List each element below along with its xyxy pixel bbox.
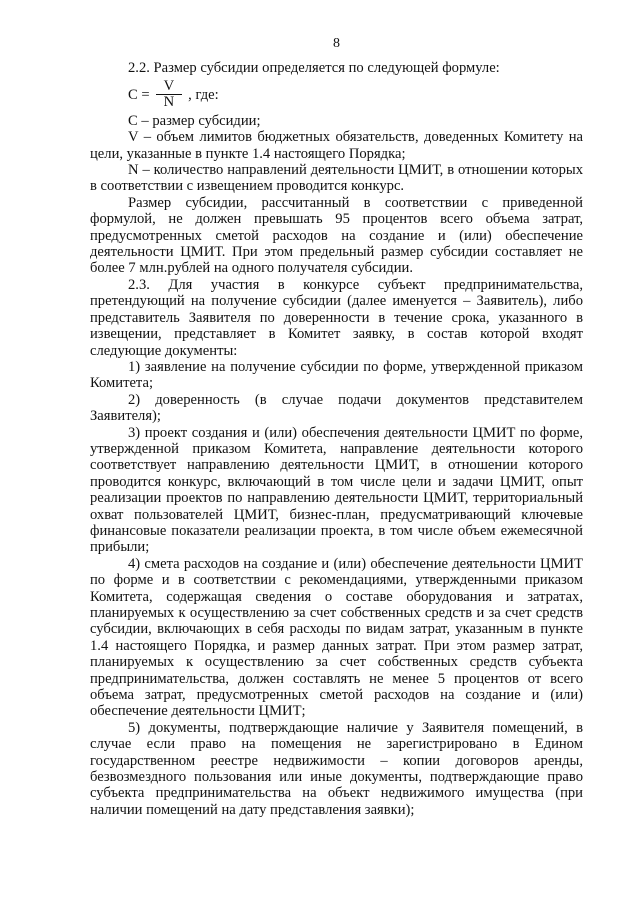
- list-item: 5) документы, подтверждающие наличие у Заявителя помещений, в случае если право на помещения не зарегистрировано в Едином государственном реестре недвижимости – копии договоров аренды, безвозмездного пользования или иные документы, подтверждающие право субъекта предпринимательства на объект недвижимого имущества (при наличии помещений на дату представления заявки);: [90, 719, 583, 818]
- subsidy-formula: [128, 77, 583, 113]
- section-2-2: 2.2. Размер субсидии определяется по следующей формуле:: [128, 60, 500, 77]
- formula-fraction: [156, 79, 183, 110]
- formula-suffix: , где:: [188, 86, 219, 103]
- page-number: 8: [333, 36, 340, 51]
- list-item: 3) проект создания и (или) обеспечения деятельности ЦМИТ по форме, утвержденной приказом Комитета, направление деятельности которого соответствует направлению деятельности ЦМИТ, в отношении которого проводится конкурс, включающий в том числе цели и задачи ЦМИТ, опыт реализации проектов по направлению деятельности ЦМИТ, территориальный охват пользователей ЦМИТ, бизнес-план, предусматривающий ключевые финансовые показатели реализации проекта, в том числе объем ежемесячной прибыли;: [90, 424, 583, 556]
- list-item: 4) смета расходов на создание и (или) обеспечение деятельности ЦМИТ по форме и в соответствии с рекомендациями, утвержденными приказом Комитета, содержащая сведения о составе оборудования и затратах, планируемых к осуществлению за счет собственных средств и за счет средств субсидии, включающих в себя расходы по видам затрат, указанным в пункте 1.4 настоящего Порядка, и размер данных затрат. При этом размер затрат, планируемых к осуществлению за счет собственных средств субъекта предпринимательства, должен составлять не менее 5 процентов от всего объема затрат, предусмотренных сметой расходов на создание и (или) обеспечение деятельности ЦМИТ;: [90, 555, 583, 720]
- document-page: [90, 36, 583, 818]
- limit-paragraph: Размер субсидии, рассчитанный в соответствии с приведенной формулой, не должен превышать 95 процентов всего объема затрат, предусмотренных сметой расходов на создание и (или) обеспечение деятельности ЦМИТ. При этом предельный размер субсидии составляет не более 7 млн.рублей на одного получателя субсидии.: [90, 194, 583, 277]
- list-item: 1) заявление на получение субсидии по форме, утвержденной приказом Комитета;: [90, 358, 583, 392]
- formula-denominator: N: [163, 94, 175, 111]
- definition-c: С – размер субсидии;: [128, 112, 261, 129]
- formula-numerator: V: [156, 79, 183, 95]
- definition-n: N – количество направлений деятельности ЦМИТ, в отношении которых в соответствии с извещением проводится конкурс.: [90, 162, 583, 195]
- section-2-3: 2.3. Для участия в конкурсе субъект предпринимательства, претендующий на получение субсидии (далее именуется – Заявитель), либо представитель Заявителя по доверенности в течение срока, указанного в извещении, представляет в Комитет заявку, в состав которой входят следующие документы:: [90, 276, 583, 359]
- formula-lhs: С =: [128, 86, 150, 103]
- list-item: 2) доверенность (в случае подачи документов представителем Заявителя);: [90, 391, 583, 425]
- definition-v: V – объем лимитов бюджетных обязательств, доведенных Комитету на цели, указанные в пункте 1.4 настоящего Порядка;: [90, 129, 583, 162]
